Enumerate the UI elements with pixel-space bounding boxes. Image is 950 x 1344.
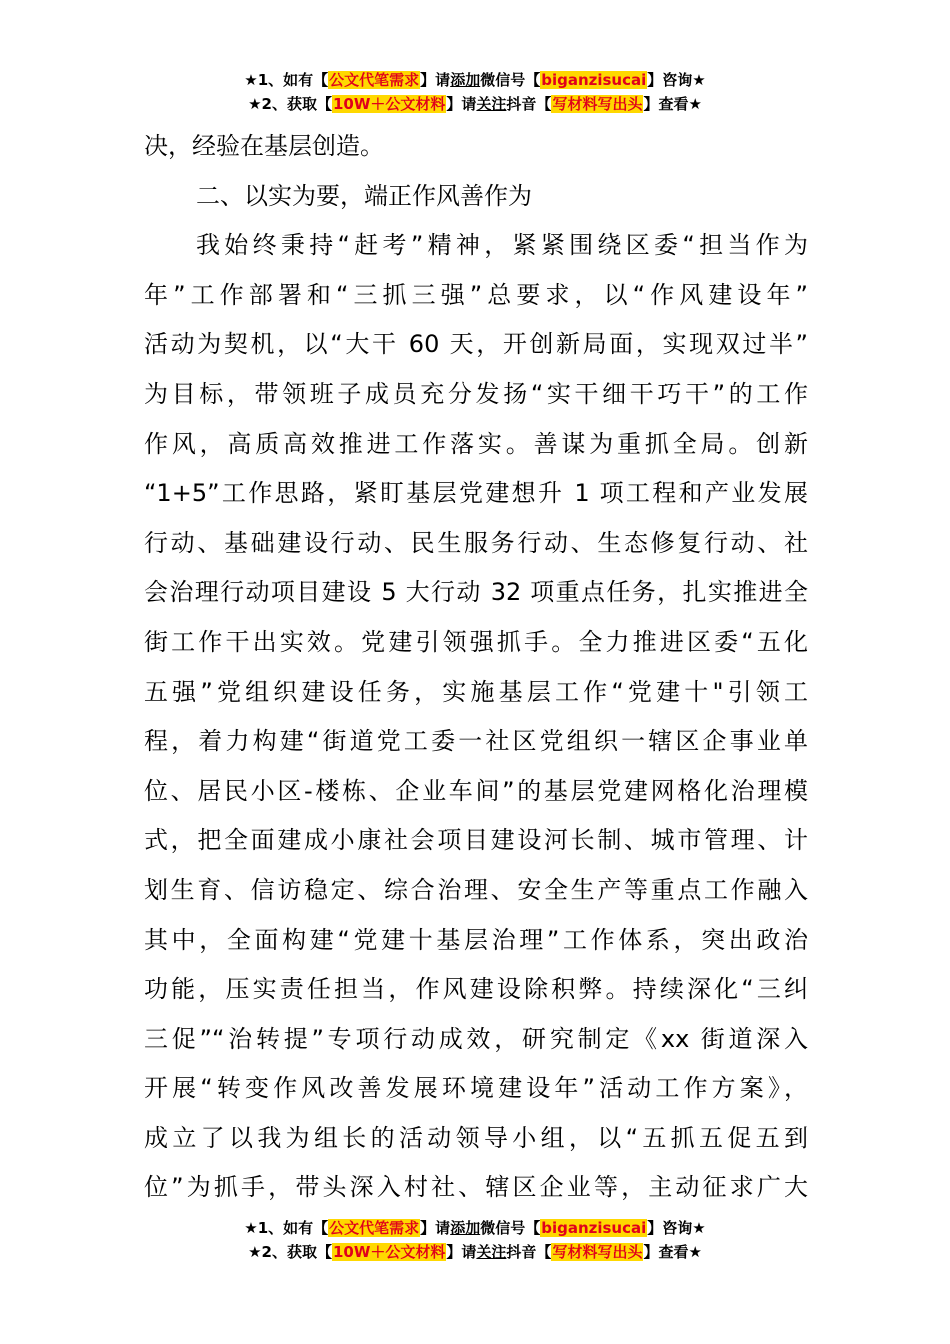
body-line: “1+5”工作思路，紧盯基层党建想升 1 项工程和产业发展 <box>144 479 808 508</box>
banner-line-2 <box>0 92 950 116</box>
body-line: 街工作干出实效。党建引领强抓手。全力推进区委“五化 <box>144 627 808 656</box>
body-line: 行动、基础建设行动、民生服务行动、生态修复行动、社 <box>144 528 808 557</box>
body-line: 其中，全面构建“党建十基层治理”工作体系，突出政治 <box>144 925 808 954</box>
banner-highlight: 10W＋公文材料 <box>332 95 446 113</box>
document-body <box>144 122 808 1213</box>
banner-underlined: 关注 <box>476 95 507 113</box>
banner-text: 微信号【 <box>480 71 541 89</box>
banner-highlight: biganzisucai <box>541 1219 647 1237</box>
header-banner <box>0 68 950 116</box>
body-line: 式，把全面建成小康社会项目建设河长制、城市管理、计 <box>144 826 808 855</box>
banner-text: ★1、如有【 <box>244 71 329 89</box>
banner-text: 】查看★ <box>643 1243 702 1261</box>
banner-highlight: 公文代笔需求 <box>329 1219 420 1237</box>
banner-text: 】请 <box>420 71 451 89</box>
banner-text: ★1、如有【 <box>244 1219 329 1237</box>
body-line: 位、居民小区-楼栋、企业车间”的基层党建网格化治理模 <box>144 776 808 805</box>
banner-highlight: biganzisucai <box>541 71 647 89</box>
body-line: 五强”党组织建设任务，实施基层工作“党建十"引领工 <box>144 677 808 706</box>
banner-line-1 <box>0 1216 950 1240</box>
banner-text: ★2、获取【 <box>248 1243 332 1261</box>
banner-underlined: 添加 <box>450 1219 481 1237</box>
banner-highlight: 公文代笔需求 <box>329 71 420 89</box>
banner-text: 】请 <box>446 1243 477 1261</box>
banner-underlined: 添加 <box>450 71 481 89</box>
body-line: 为目标，带领班子成员充分发扬“实干细干巧干”的工作 <box>144 379 808 408</box>
banner-text: 抖音【 <box>506 95 552 113</box>
banner-text: ★2、获取【 <box>248 95 332 113</box>
body-line: 作风，高质高效推进工作落实。善谋为重抓全局。创新 <box>144 429 808 458</box>
body-line: 活动为契机，以“大干 60 天，开创新局面，实现双过半” <box>144 330 808 359</box>
body-line: 三促”“治转提”专项行动成效，研究制定《xx 街道深入 <box>144 1024 808 1053</box>
banner-underlined: 关注 <box>476 1243 507 1261</box>
body-line: 划生育、信访稳定、综合治理、安全生产等重点工作融入 <box>144 875 808 904</box>
banner-text: 】请 <box>446 95 477 113</box>
banner-highlight: 写材料写出头 <box>552 1243 643 1261</box>
banner-text: 抖音【 <box>506 1243 552 1261</box>
banner-highlight: 10W＋公文材料 <box>332 1243 446 1261</box>
body-line: 决，经验在基层创造。 <box>144 132 384 160</box>
body-line: 功能，压实责任担当，作风建设除积弊。持续深化“三纠 <box>144 975 808 1004</box>
banner-text: 】查看★ <box>643 95 702 113</box>
body-line: 会治理行动项目建设 5 大行动 32 项重点任务，扎实推进全 <box>144 578 808 607</box>
body-line: 位”为抓手，带头深入村社、辖区企业等，主动征求广大 <box>144 1173 808 1202</box>
body-line: 开展“转变作风改善发展环境建设年”活动工作方案》， <box>144 1074 808 1103</box>
body-line: 年”工作部署和“三抓三强”总要求，以“作风建设年” <box>144 280 808 309</box>
body-line: 我始终秉持“赶考”精神，紧紧围绕区委“担当作为 <box>196 231 808 260</box>
footer-banner <box>0 1216 950 1264</box>
banner-text: 微信号【 <box>480 1219 541 1237</box>
banner-text: 】咨询★ <box>647 1219 706 1237</box>
banner-line-1 <box>0 68 950 92</box>
body-line: 成立了以我为组长的活动领导小组，以“五抓五促五到 <box>144 1123 808 1152</box>
section-heading: 二、以实为要，端正作风善作为 <box>196 181 532 210</box>
banner-text: 】咨询★ <box>647 71 706 89</box>
banner-highlight: 写材料写出头 <box>552 95 643 113</box>
banner-line-2 <box>0 1240 950 1264</box>
banner-text: 】请 <box>420 1219 451 1237</box>
body-line: 程，着力构建“街道党工委一社区党组织一辖区企事业单 <box>144 727 808 756</box>
